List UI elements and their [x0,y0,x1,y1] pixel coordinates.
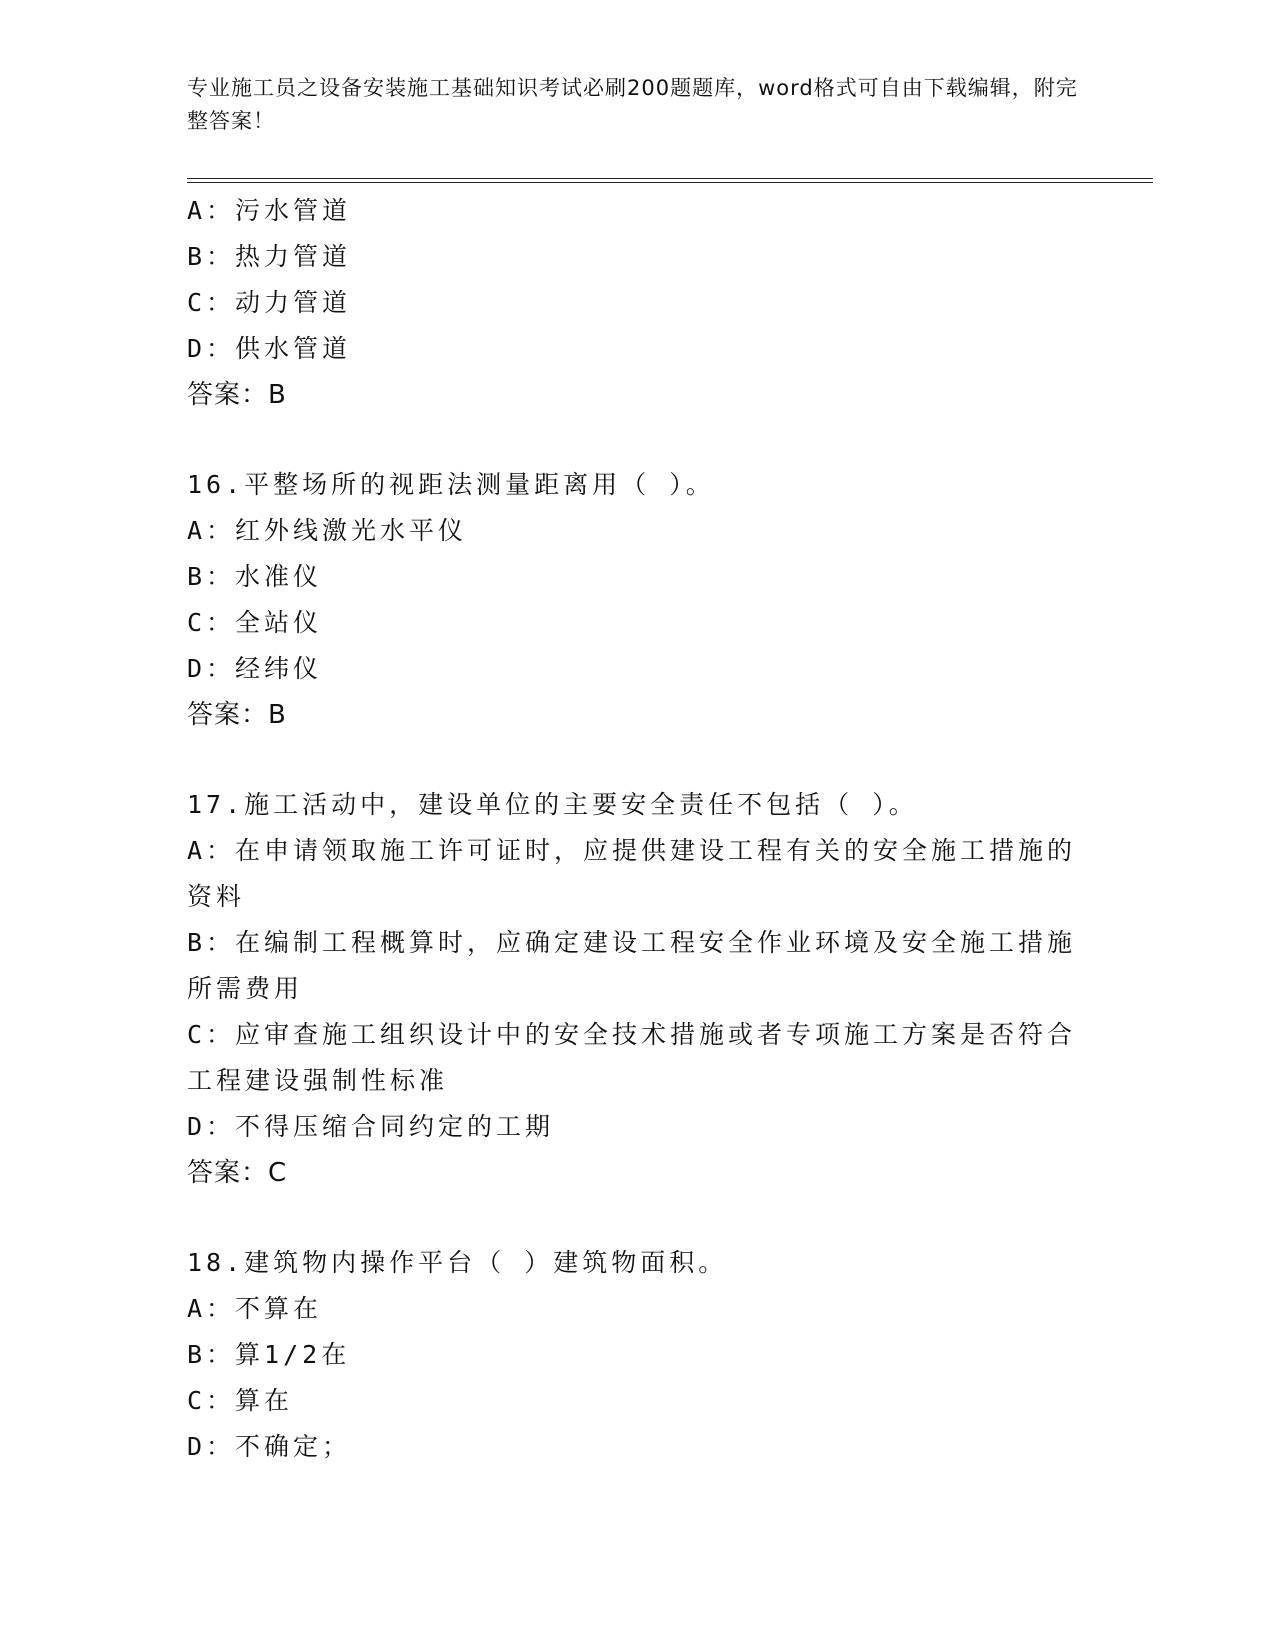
option-c: C：动力管道 [187,288,352,317]
answer: 答案：B [187,700,287,730]
option-d: D：经纬仪 [187,654,323,683]
option-b: B：热力管道 [187,242,352,271]
option-b: B：水准仪 [187,562,323,591]
question-list [187,188,1087,1470]
spacer [187,1196,1087,1240]
question-stem: 18.建筑物内操作平台（ ）建筑物面积。 [187,1248,728,1277]
spacer [187,418,1087,462]
question-15 [187,188,1087,418]
option-d: D：不确定； [187,1432,352,1461]
option-c: C：算在 [187,1386,294,1415]
answer: 答案：B [187,380,287,410]
document-title: 专业施工员之设备安装施工基础知识考试必刷200题题库，word格式可自由下载编辑，附完整答案！ [187,76,1078,133]
option-c: C：全站仪 [187,608,323,637]
question-18 [187,1240,1087,1470]
option-a: A：红外线激光水平仪 [187,516,468,545]
option-d: D：不得压缩合同约定的工期 [187,1112,555,1141]
page-header [187,72,1087,138]
option-b: B：算1/2在 [187,1340,351,1369]
header-divider [187,178,1153,183]
option-d: D：供水管道 [187,334,352,363]
answer: 答案：C [187,1158,288,1188]
option-b: B：在编制工程概算时，应确定建设工程安全作业环境及安全施工措施所需费用 [187,928,1077,1003]
question-16 [187,462,1087,738]
question-stem: 16.平整场所的视距法测量距离用（ ）。 [187,470,715,499]
option-a: A：污水管道 [187,196,352,225]
question-17 [187,782,1087,1196]
option-a: A：不算在 [187,1294,323,1323]
spacer [187,738,1087,782]
option-c: C：应审查施工组织设计中的安全技术措施或者专项施工方案是否符合工程建设强制性标准 [187,1020,1077,1095]
option-a: A：在申请领取施工许可证时，应提供建设工程有关的安全施工措施的资料 [187,836,1077,911]
question-stem: 17.施工活动中，建设单位的主要安全责任不包括（ ）。 [187,790,918,819]
